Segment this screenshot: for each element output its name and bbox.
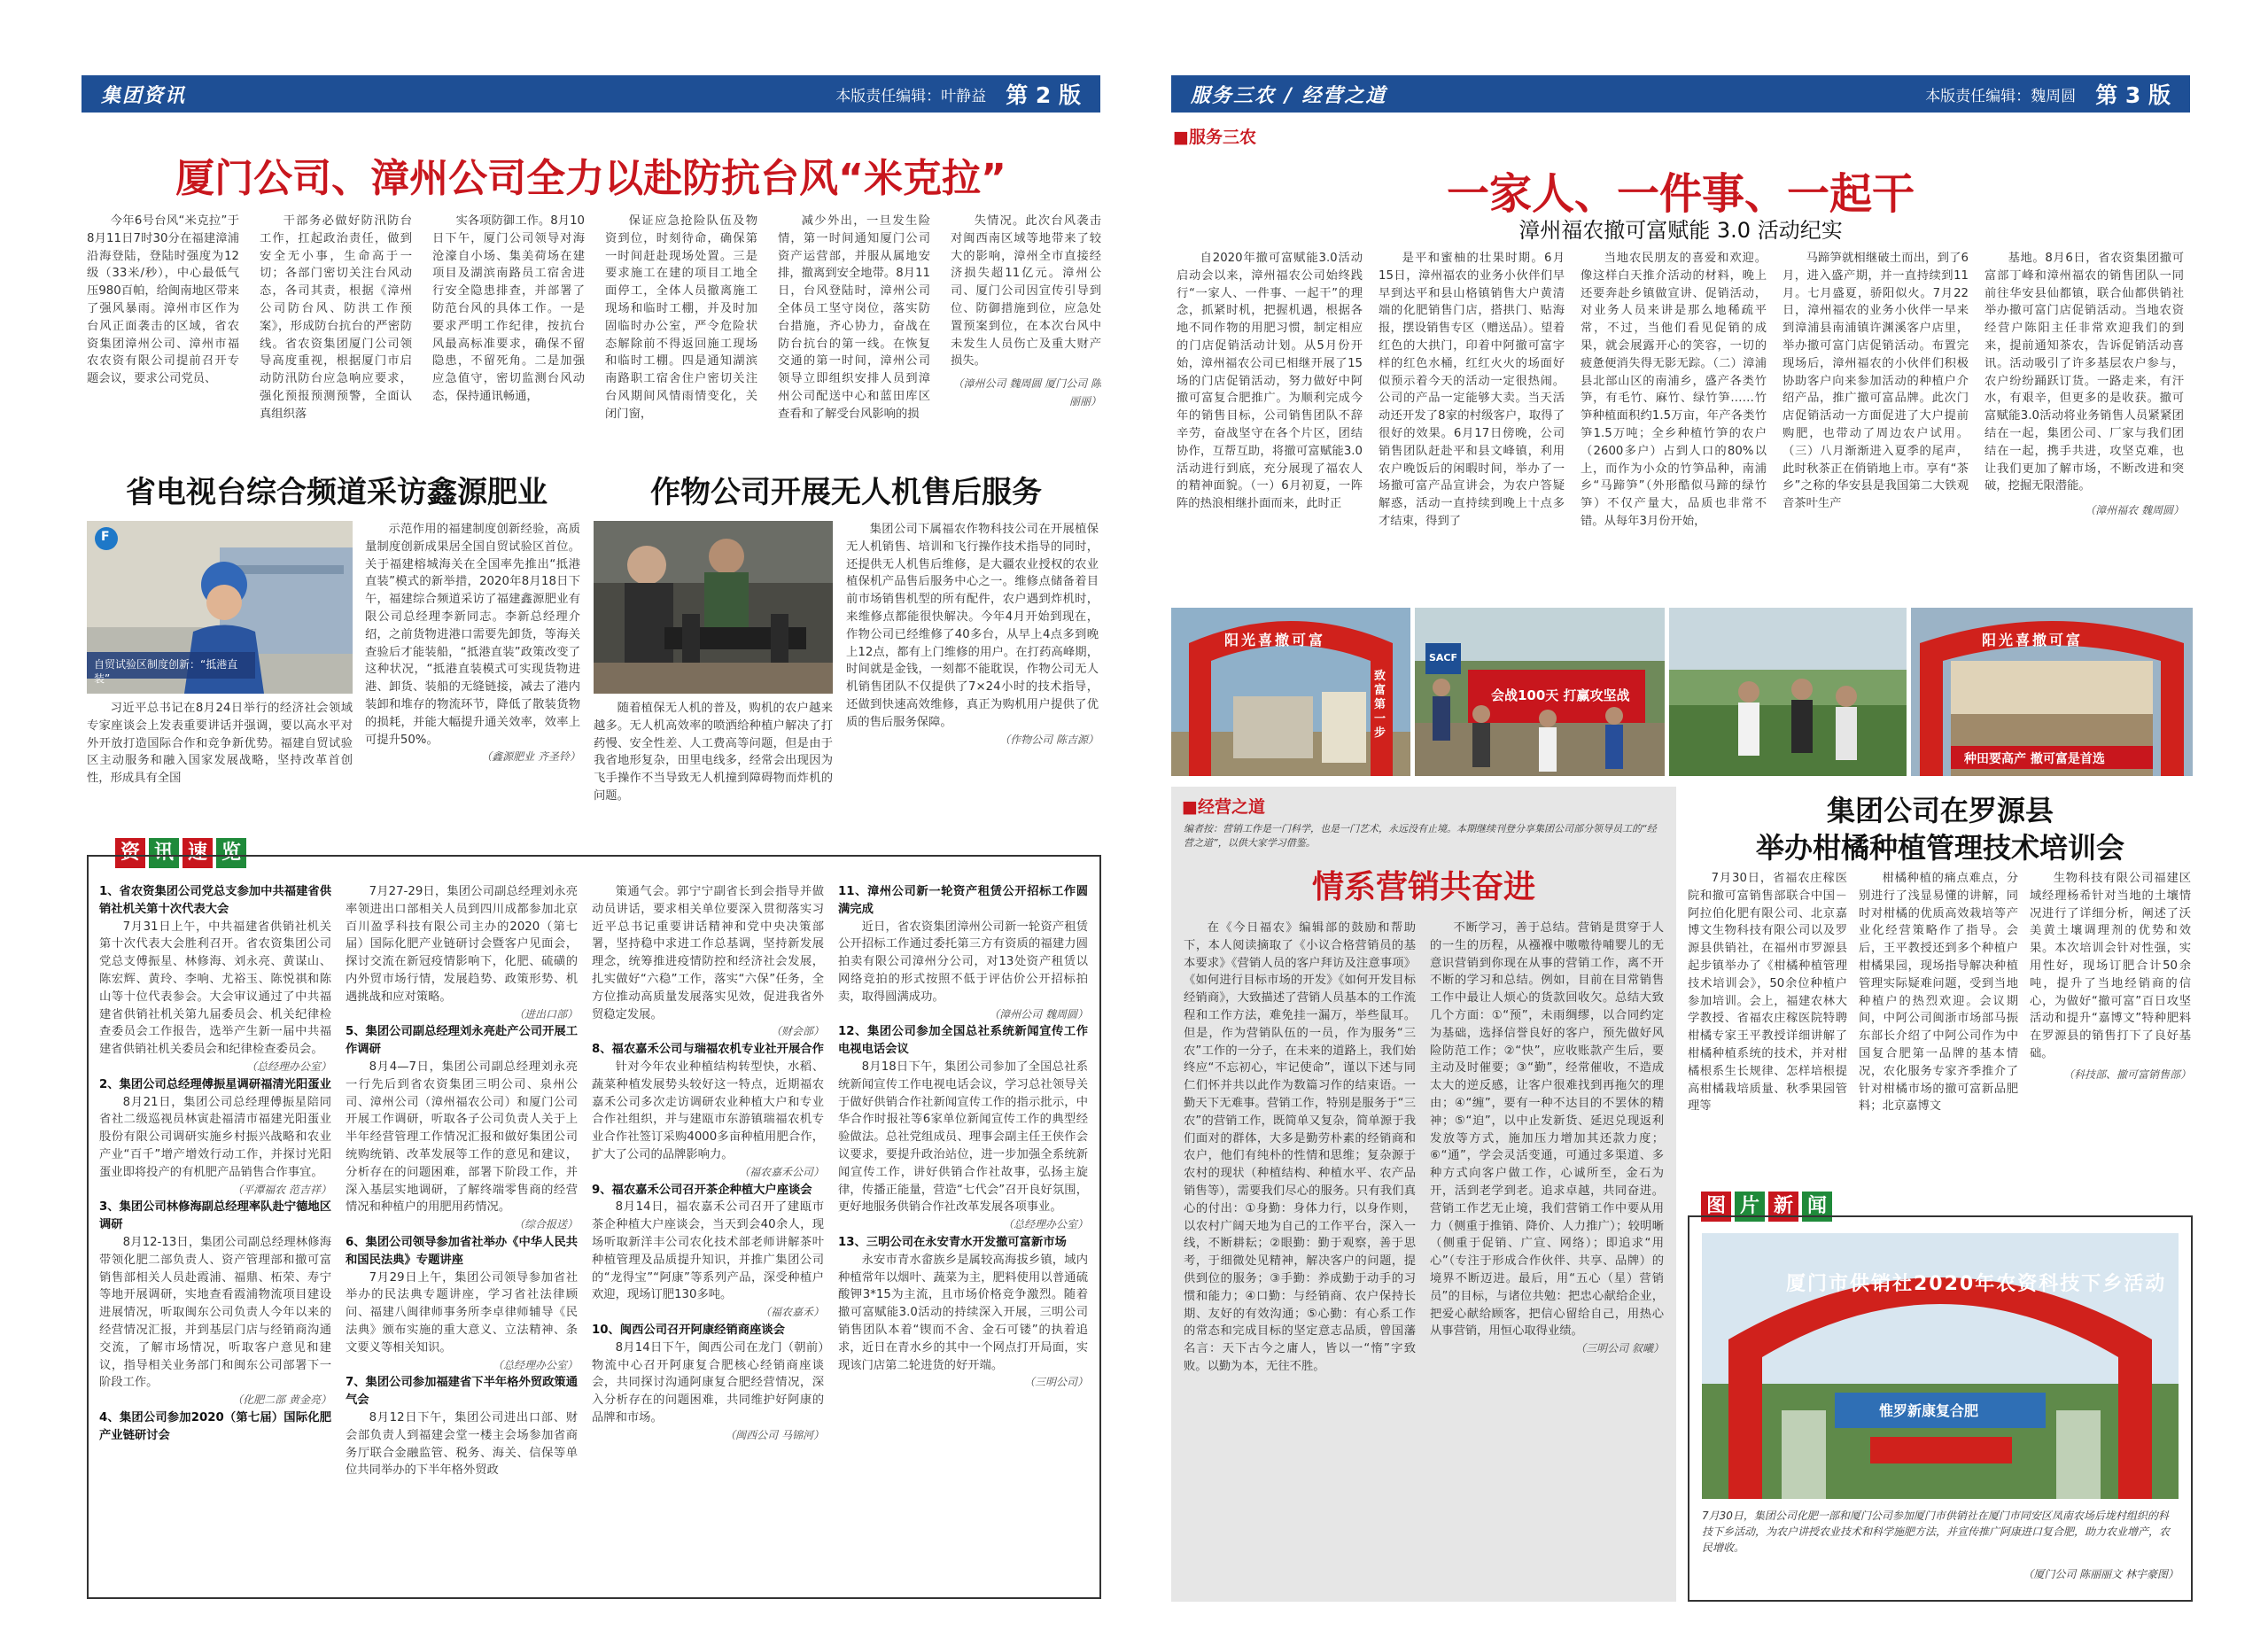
tv-col-b-text: 示范作用的福建制度创新经验，高质量制度创新成果居全国自贸试验区首位。关于福建榕城海关在全国率先推出“抵港直装”模式的新举措，2020年8月18日下午，福建综合频道采访了福建鑫源肥业有限公司总经理李新同志。李新总经理介绍，之前货物进港口需要先卸货，等海关查验后才能装船，“抵港直装”政策改变了这种状况，“抵港直装模式可实现货物进港、卸货、装船的无缝链接，减去了港内装卸和堆存的物流环节，降低了散装货物的损耗，并能大幅提升通关效率，效率上可提升50%。 <box>365 523 580 747</box>
zixun-item-title: 7、集团公司参加福建省下半年格外贸政策通气会 <box>346 1376 578 1408</box>
tupian-char-4: 闻 <box>1802 1192 1832 1222</box>
zixun-item-sig: （化肥二部 黄金亮） <box>232 1393 331 1407</box>
promo-photo-1-side: 致富第一步 <box>1374 670 1386 740</box>
main-col-4-text: 马蹄笋就相继破土而出，到了6月，进入盛产期，并一直持续到11月。七月盛夏，骄阳似火。7月22日，漳州福农的业务小伙伴一早来到漳浦县南浦镇许渊溪客户店里，举办撤可富门店促销活动。布置完现场后，漳州福农的小伙伴们积极协助客户向来参加活动的种植户介绍产品，推广撤可富品牌。此次门店促销活动一方面促进了大户提前购肥，也带动了周边农户试用。（三）八月渐渐进入夏季的尾声，此时秋茶正在俏销地上市。享有“茶乡”之称的华安县是我国第二大铁观音茶叶生产 <box>1783 252 1969 511</box>
jingying-tag-text: 经营之道 <box>1197 797 1265 817</box>
zixun-item-title: 8、福农嘉禾公司与瑞福农机专业社开展合作 <box>592 1043 824 1057</box>
zixun-item-text: 近日，省农资集团漳州公司新一轮资产租赁公开招标工作通过委托第三方有资质的福建力圆拍卖有限公司漳州分公司，对13处资产租赁以网络竞拍的形式按照不低于评估价公开招标拍卖，取得圆满成功。 <box>838 920 1088 1004</box>
zixun-item-title: 6、集团公司领导参加省社举办《中华人民共和国民法典》专题讲座 <box>346 1235 578 1267</box>
tupian-char-3: 新 <box>1768 1192 1798 1222</box>
tupian-char-2: 片 <box>1735 1192 1765 1222</box>
luoyuan-headline-1: 集团公司在罗源县 <box>1826 794 2054 827</box>
main-col-2 <box>1379 250 1565 604</box>
lead-col-5-text: 减少外出，一旦发生险情，第一时间通知厦门公司资产运营部，并服从属地安排，撤离到安全地带。8月11日，台风登陆时，漳州公司全体员工坚守岗位，落实防台措施，齐心协力，奋战在防台抗台的第一线。在恢复交通的第一时间，漳州公司领导立即组织安排人员到漳州公司配送中心和蓝田库区查看和了解受台风影响的损 <box>778 214 930 421</box>
zixun-item-sig: （平潭福农 范吉祥） <box>232 1183 331 1196</box>
zixun-item-text: 7月27-29日，集团公司副总经理刘永亮率领进出口部相关人员到四川成都参加北京百川盈孚科技有限公司主办的2020（第七届）国际化肥产业链研讨会暨客户见面会，探讨交流在新冠疫情影响下，化肥、硫磺的内外贸市场行情，发展趋势、政策形势、机遇挑战和应对策略。 <box>346 885 578 1004</box>
left-header-bar <box>82 75 1100 113</box>
promo-photo-2 <box>1415 608 1665 776</box>
left-editor: 本版责任编辑：叶静益 <box>835 87 987 105</box>
main-headline: 一家人、一件事、一起干 <box>1446 169 1915 219</box>
uav-headline: 作物公司开展无人机售后服务 <box>650 475 1042 510</box>
main-subheadline: 漳州福农撤可富赋能 3.0 活动纪实 <box>1518 218 1843 243</box>
main-col-1-text: 自2020年撤可富赋能3.0活动启动会以来，漳州福农公司始终践行“一家人、一件事、一起干”的理念，抓紧时机，把握机遇，根据各地不同作物的用肥习惯，制定相应的门店促销活动计划。从5月份开始，漳州福农公司已相继开展了15场的门店促销活动，努力做好中阿撤可富复合肥推广。为顺利完成今年的销售目标，公司销售团队不辞辛劳，奋战坚守在各个片区，团结协作，互帮互助，将撤可富赋能3.0活动进行到底，充分展现了福农人的精神面貌。（一）6月初夏，一阵阵的热浪相继扑面而来，此时正 <box>1177 252 1363 511</box>
zixun-item-text: 8月14日下午，闽西公司在龙门（朝前）物流中心召开阿康复合肥核心经销商座谈会，共同探讨沟通阿康复合肥经营情况，深入分析存在的问题困难，共同维护好阿康的品牌和市场。 <box>592 1340 824 1425</box>
luoyuan-col-2-text: 柑橘种植的痛点难点，分别进行了浅显易懂的讲解，同时对柑橘的优质高效栽培等产业化经营策略作了指导。会后，王平教授还到多个种植户柑橘果园，现场指导解决种植管理实际疑难问题，受到当地种植户的热烈欢迎。会议期间，中阿公司闽浙市场部马振东部长介绍了中阿公司作为中国复合肥第一品牌的基本情况，农化服务专家齐季推介了针对柑橘市场的撤可富新品肥料；北京嘉博文 <box>1859 872 2018 1114</box>
promo-photo-1 <box>1171 608 1410 776</box>
lead-col-6-text: 失情况。此次台风袭击对闽西南区域等地带来了较大的影响，漳州全市直接经济损失超11亿元。漳州公司、厦门公司因宣传引导到位、防御措施到位，应急处置预案到位，在本次台风中未发生人员伤亡及重大财产损失。 <box>951 214 1101 369</box>
zixun-item-sig: （总经理办公室） <box>1002 1218 1088 1231</box>
news-signature: （厦门公司 陈丽丽文 林宇豪图） <box>2023 1568 2179 1580</box>
main-col-5 <box>1984 250 2184 604</box>
zixun-item-title: 11、漳州公司新一轮资产租赁公开招标工作圆满完成 <box>838 885 1088 916</box>
uav-col-a <box>594 700 833 813</box>
zixun-char-2: 讯 <box>149 838 179 868</box>
jingying-col-1 <box>1184 920 1416 1593</box>
luoyuan-col-3-text: 生物科技有限公司福建区域经理杨希针对当地的土壤情况进行了详细分析，阐述了沃美黄土壤调理剂的优势和效果。本次培训会针对性强，实用性好，现场订肥合计50余吨，提升了当地经销商的信心，为做好“撤可富”百日攻坚活动和提升“嘉博文”特种肥料在罗源县的销售打下了良好基础。 <box>2030 872 2191 1060</box>
jingying-col-1-text: 在《今日福农》编辑部的鼓励和帮助下，本人阅读摘取了《小议合格营销员的基本要求》《营销人员的客户拜访及注意事项》《如何进行目标市场的开发》《如何开发目标经销商》，大致描述了营销人员基本的工作流程和工作方法，难免挂一漏万，举些鼠耳。但是，作为营销队伍的一员，作为服务“三农”工作的一分子，在未来的道路上，我们始终应“不忘初心，牢记使命”，谨以下述与同仁们怀并共以此作为数篇习作的结束语。一勤天下无难事。营销工作，特别是服务于“三农”的营销工作，既简单又复杂，简单源于我们面对的群体，大多是勤劳朴素的经销商和农户，他们有纯朴的性情和思维；复杂源于农村的现状（种植结构、种植水平、农产品销售等），需要我们尽心的服务。只有我们真心的付出：①身勤：身体力行，以身作则，以农村广阔天地为自己的工作平台，深入一线，不断耕耘；②眼勤：勤于观察，善于思考，于细微处见精神，解决客户的问题，提供到位的服务；③手勤：养成勤于动手的习惯和能力；④口勤：与经销商、农户保持长期、友好的有效沟通；⑤心勤：有心系工作的常态和完成目标的坚定意志品质，曾国藩名言：天下古今之庸人，皆以一“惰”字致败。以勤为本，无往不胜。 <box>1184 921 1416 1373</box>
zixun-char-4: 览 <box>216 838 246 868</box>
uav-col-a-text: 随着植保无人机的普及，购机的农户越来越多。无人机高效率的喷洒给种植户解决了打药慢、安全性差、人工费高等问题，但是由于我省地形复杂，田里电线多，经常会出现因为飞手操作不当导致无人机撞到障碍物而炸机的问题。 <box>594 702 833 803</box>
promo-photo-4 <box>1911 608 2193 776</box>
tv-signature: （鑫源肥业 齐圣铃） <box>481 750 580 764</box>
fwsn-tag-text: 服务三农 <box>1188 128 1256 147</box>
left-page-number: 第 2 版 <box>1006 82 1081 108</box>
lead-col-1 <box>87 213 239 487</box>
tupian-box <box>1688 1215 2193 1602</box>
zixun-item-text: 针对今年农业种植结构转型快，水稻、蔬菜种植发展势头较好这一特点，近期福农嘉禾公司多次走访调研农业种植大户和专业合作社组织，并与建瓯市东游镇瑞福农机专业合作社签订采购4000多亩种植用肥合作，扩大了公司的品牌影响力。 <box>592 1060 824 1161</box>
right-section-name: 服务三农 / 经营之道 <box>1191 83 1387 107</box>
jingying-tag: ■经营之道 <box>1182 797 1265 817</box>
zixun-item-text: 7月31日上午，中共福建省供销社机关第十次代表大会胜利召开。省农资集团公司党总支傅振星、林修海、刘永亮、黄谋山、陈宏辉、黄玲、李响、尤裕玉、陈悦祺和陈山等十位代表参会。大会审议通过了中共福建省供销社机关第九届委员会、机关纪律检查委员会工作报告，选举产生新一届中共福建省供销社机关委员会和纪律检查委员会。 <box>99 920 331 1057</box>
zixun-item-text: 8月4—7日，集团公司副总经理刘永亮一行先后到省农资集团三明公司、泉州公司、漳州公司（漳州福农公司）和厦门公司开展工作调研，听取各子公司负责人关于上半年经营管理工作情况汇报和做好集团公司统购统销、改革发展等工作的意见和建议，分析存在的问题困难，部署下阶段工作，并深入基层实地调研，了解终端零售商的经营情况和种植户的用肥用药情况。 <box>346 1060 578 1215</box>
main-col-4 <box>1783 250 1969 604</box>
zixun-item-title: 9、福农嘉禾公司召开茶企种植大户座谈会 <box>592 1183 812 1197</box>
luoyuan-col-2 <box>1859 870 2018 1176</box>
main-col-2-text: 是平和蜜柚的壮果时期。6月15日，漳州福农的业务小伙伴们早早到达平和县山格镇销售大户黄清端的化肥销售门店，搭拱门、贴海报，摆设销售专区（赠送品）。望着红色的大拱门，印着中阿撤可富字样的红色水桶，红红火火的场面好似预示着今天的活动一定很热闹。公司的产品一定能够大卖。当天活动还开发了8家的村级客户，取得了很好的效果。6月17日傍晚，公司销售团队赶赴平和县文峰镇，利用农户晚饭后的闲暇时间，举办了一场撤可富产品宣讲会，为农户答疑解惑，活动一直持续到晚上十点多才结束，得到了 <box>1379 252 1565 528</box>
zixun-item-text: 8月21日，集团公司总经理傅振星陪同省社二级巡视员林寅赴福清市福建光阳蛋业股份有限公司调研实施乡村振兴战略和农业产业“百千”增产增效行动工作，并探讨光阳蛋业即将投产的有机肥产品销售合作事宜。 <box>99 1095 331 1179</box>
main-col-5-text: 基地。8月6日，省农资集团撤可富部丁峰和漳州福农的销售团队一同前往华安县仙都镇，联合仙都供销社举办撤可富门店促销活动。当地农资经营户陈阳主任非常欢迎我们的到来，提前通知茶农，告诉促销活动喜讯。活动吸引了许多基层农户参与，农户纷纷踊跃订货。一路走来，有汗水，有艰辛，但更多的是收获。撤可富赋能3.0活动将业务销售人员紧紧团结在一起，集团公司、厂家与我们团结在一起，携手共进，攻坚克难，也让我们更加了解市场，不断改进和突破，挖掘无限潜能。 <box>1984 252 2184 493</box>
lead-col-6 <box>951 213 1101 487</box>
promo-photo-3 <box>1669 608 1907 776</box>
zixun-item-sig: （财会部） <box>770 1025 824 1038</box>
uav-col-b-text: 集团公司下属福农作物科技公司在开展植保无人机销售、培训和飞行操作技术指导的同时，还提供无人机售后维修，是大疆农业授权的农业植保机产品售后服务中心之一。维修点储备着目前市场销售机型的所有配件，农户遇到炸机时，来维修点都能很快解决。今年4月开始到现在，作物公司已经维修了40多台，从早上4点多到晚上12点，都有上门维修的用户。在打药高峰期，时间就是金钱，一刻都不能耽误，作物公司无人机销售团队不仅提供了7×24小时的技术指导，还做到快速高效维修，真正为购机用户提供了优质的售后服务保障。 <box>846 523 1099 729</box>
zixun-item-sig: （漳州公司 魏周圆） <box>989 1007 1088 1021</box>
right-page-number: 第 3 版 <box>2095 82 2171 108</box>
news-event-photo <box>1702 1233 2179 1499</box>
zixun-item-sig: （三明公司） <box>1023 1376 1088 1389</box>
uav-repair-photo <box>594 521 833 694</box>
right-editor: 本版责任编辑：魏周圆 <box>1925 87 2077 105</box>
tv-channel-logo: F <box>101 530 110 544</box>
zixun-item-title: 12、集团公司参加全国总社系统新闻宣传工作电视电话会议 <box>838 1025 1088 1057</box>
zixun-item-text: 7月29日上午，集团公司领导参加省社举办的民法典专题讲座，学习省社法律顾问、福建八闽律师事务所李卓律师辅导《民法典》颁布实施的重大意义、立法精神、条文要义等相关知识。 <box>346 1270 578 1355</box>
main-col-1 <box>1177 250 1363 604</box>
zixun-item-sig: （进出口部） <box>513 1007 578 1021</box>
lead-signature: （漳州公司 魏周圆 厦门公司 陈丽丽） <box>952 377 1101 408</box>
zixun-item-title: 1、省农资集团公司党总支参加中共福建省供销社机关第十次代表大会 <box>99 885 331 916</box>
zixun-col-1 <box>99 883 331 1592</box>
lead-col-4-text: 保证应急抢险队伍及物资到位，时刻待命，确保第一时间赶赴现场处置。三是要求施工在建的项目工地全面停工，全体人员撤离施工现场和临时工棚，并及时加固临时办公室，严令危险状态解除前不得返回施工现场和临时工棚。四是通知湖滨南路职工宿舍住户密切关注台风期间风情雨情变化，关闭门窗， <box>605 214 757 421</box>
lead-headline: 厦门公司、漳州公司全力以赴防抗台风“米克拉” <box>175 156 1006 201</box>
zixun-item-text: 8月12-13日，集团公司副总经理林修海带领化肥二部负责人、资产管理部和撤可富销售部相关人员赴霞浦、福鼎、柘荣、寿宁等地开展调研，实地查看霞浦物流项目建设进展情况，听取闽东公司负责人今年以来的经营情况汇报，并到基层门店与经销商沟通交流，了解市场情况，听取客户意见和建议，指导相关业务部门和闽东公司部署下一阶段工作。 <box>99 1235 331 1390</box>
promo-photo-4-bottom: 种田要高产 撤可富是首选 <box>1964 752 2105 766</box>
zixun-item-title: 3、集团公司林修海副总经理率队赴宁德地区调研 <box>99 1200 331 1232</box>
jingying-editor-note: 编者按：营销工作是一门科学，也是一门艺术，永远没有止境。本期继续刊登分享集团公司部分领导员工的“经营之道”，以供大家学习借鉴。 <box>1184 823 1657 849</box>
news-photo-banner: 厦门市供销社2020年农资科技下乡活动 <box>1786 1273 2167 1295</box>
zixun-item-text: 永安市青水畲族乡是属较高海拔乡镇，域内种植常年以烟叶、蔬菜为主，肥料使用以普通硫酸钾3*15为主流，且市场价格竞争激烈。随着撤可富赋能3.0活动的持续深入开展，三明公司销售团队本着“锲而不舍、金石可镂”的执着追求，近日在青水乡的其中一个网点打开局面，实现该门店第二轮进货的好开端。 <box>838 1253 1088 1372</box>
zixun-item-title: 2、集团公司总经理傅振星调研福清光阳蛋业 <box>99 1077 331 1091</box>
luoyuan-headline-2: 举办柑橘种植管理技术培训会 <box>1755 831 2124 865</box>
zixun-item-sig: （福农嘉禾） <box>759 1306 824 1319</box>
jingying-panel <box>1171 787 1676 1602</box>
uav-col-b <box>846 521 1099 813</box>
main-col-3-text: 当地农民朋友的喜爱和欢迎。像这样白天推介活动的材料，晚上还要奔赴乡镇做宣讲、促销活动，对业务人员来讲是那么地稀疏平常，不过，当他们看见促销的成果，就会展露开心的笑容，一切的疲惫便消失得无影无踪。（二）漳浦县北部山区的南浦乡，盛产各类竹笋，有毛竹、麻竹、绿竹笋……竹笋种植面积约1.5万亩，年产各类竹笋1.5万吨；全乡种植竹笋的农户（2600多户）占到人口的80%以上，而作为小众的竹笋品种，南浦乡“马蹄笋”（外形酷似马蹄的绿竹笋）不仅产量大，品质也非常不错。从每年3月份开始， <box>1581 252 1767 528</box>
news-caption: 7月30日，集团公司化肥一部和厦门公司参加厦门市供销社在厦门市同安区凤南农场后垅村组织的科技下乡活动，为农户讲授农业技术和科学施肥方法，并宣传推广阿康进口复合肥，助力农业增产，农民增收。 <box>1702 1510 2171 1554</box>
luoyuan-col-1 <box>1688 870 1847 1176</box>
zixun-item-text: 8月14日，福农嘉禾公司召开了建瓯市茶企种植大户座谈会，当天到会40余人，现场听取新洋丰公司农化技术部老师讲解茶叶种植管理及品质提升知识，并推广集团公司的“龙得宝”“阿康”等系列产品，深受种植户欢迎，现场订肥130多吨。 <box>592 1200 824 1302</box>
zixun-item-sig: （总经理办公室） <box>492 1358 578 1371</box>
zixun-col-3 <box>592 883 824 1592</box>
zixun-item-title: 4、集团公司参加2020（第七届）国际化肥产业链研讨会 <box>99 1410 331 1442</box>
main-signature: （漳州福农 魏周圆） <box>2085 504 2184 517</box>
zixun-item-sig: （福农嘉禾公司） <box>738 1165 824 1178</box>
zixun-item-text: 8月12日下午，集团公司进出口部、财会部负责人到福建会堂一楼主会场参加省商务厅联合金融监管、税务、海关、信保等单位共同举办的下半年格外贸政 <box>346 1410 578 1478</box>
lead-col-3-text: 实各项防御工作。8月10日下午，厦门公司领导对海沧濠自小场、集美荷场在建项目及湖滨南路员工宿舍进行安全隐患排查，并部署了防范台风的具体工作。一是要求严明工作纪律，按抗台风最高标准要求，确保不留隐患，不留死角。二是加强应急值守，密切监测台风动态，保持通讯畅通， <box>432 214 585 403</box>
promo-photo-1-arch: 阳光喜撤可富 <box>1224 632 1326 648</box>
luoyuan-signature: （科技部、撤可富销售部） <box>2062 1067 2191 1081</box>
zixun-col-2 <box>346 883 578 1592</box>
tv-col-a-text: 习近平总书记在8月24日举行的经济社会领域专家座谈会上发表重要讲话并强调，要以高水平对外开放打造国际合作和竞争新优势。福建自贸试验区主动服务和融入国家发展战略，坚持改革首创性，形成具有全国 <box>87 702 353 786</box>
tupian-char-1: 图 <box>1701 1192 1731 1222</box>
zixun-item-title: 13、三明公司在永安青水开发撤可富新市场 <box>838 1235 1067 1249</box>
jingying-headline: 情系营销共奋进 <box>1311 869 1535 905</box>
tv-interview-photo <box>87 521 353 694</box>
fwsn-tag: ■服务三农 <box>1173 128 1256 147</box>
zixun-item-sig: （闽西公司 马锦河） <box>725 1428 824 1441</box>
promo-photo-2-banner: 会战100天 打赢攻坚战 <box>1491 687 1630 703</box>
lead-col-5 <box>778 213 930 487</box>
promo-photo-2-logo: SACF <box>1429 652 1458 664</box>
tv-headline: 省电视台综合频道采访鑫源肥业 <box>126 475 548 510</box>
luoyuan-col-1-text: 7月30日，省福农庄稼医院和撤可富销售部联合中国－阿拉伯化肥有限公司、北京嘉博文生物科技有限公司以及罗源县供销社，在福州市罗源县起步镇举办了《柑橘种植管理技术培训会》，50余位种植户参加培训。会上，福建农林大学教授、省福农庄稼医院特聘柑橘专家王平教授详细讲解了柑橘种植系统的技术，并对柑橘根系生长规律、怎样培根提高柑橘栽培质量、秋季果园管理等 <box>1688 872 1847 1114</box>
uav-signature: （作物公司 陈吉源） <box>999 733 1099 746</box>
lead-col-3 <box>432 213 585 487</box>
jingying-col-2-text: 不断学习，善于总结。营销是贯穿于人的一生的历程，从襁褓中嗷嗷待哺婴儿的无意识营销到你现在从事的营销工作，离不开不断的学习和总结。例如，目前在目常销售工作中最让人烦心的货款回收欠。总结大致几个方面：①“预”，未雨绸缪，以合同约定为基础，选择信誉良好的客户，预先做好风险防范工作；②“快”，应收账款产生后，要主动及时催要；③“勤”，经常催收，不造成太大的逆反感，让客户很难找到再拖欠的理由；④“缠”，要有一种不达目的不罢休的精神；⑤“迫”，以中止发新货、延迟兑现返利发放等方式，施加压力增加其还款力度；⑥“通”，学会灵活变通，可通过多渠道、多种方式向客户做工作，心诚所至，金石为开，活到老学到老。追求卓越，共同奋进。营销工作艺无止境，我们营销工作中要从用力（侧重于推销、降价、人力推广）；较明晰（侧重于促销、广宣、网络）；即追求“用心”（专注于形成合作伙伴、共享、品牌）的境界不断迈进。最后，用“五心（星）营销员”的目标，与诸位共勉：把忠心献给企业，把爱心献给顾客，把信心留给自己，用热心从事营销，用恒心取得业绩。 <box>1430 921 1664 1339</box>
zixun-item-title: 5、集团公司副总经理刘永亮赴产公司开展工作调研 <box>346 1025 578 1057</box>
zixun-item-title: 10、闽西公司召开阿康经销商座谈会 <box>592 1323 785 1337</box>
jingying-col-2 <box>1430 920 1664 1593</box>
lead-col-4 <box>605 213 757 487</box>
main-col-3 <box>1581 250 1767 604</box>
lead-col-1-text: 今年6号台风“米克拉”于8月11日7时30分在福建漳浦沿海登陆，登陆时强度为12级（33米/秒），中心最低气压980百帕，给闽南地区带来了强风暴雨。漳州市区作为台风正面袭击的区域，省农资集团漳州公司、漳州市福农农资有限公司提前召开专题会议，要求公司党员、 <box>87 214 239 386</box>
tv-ticker: 自贸试验区制度创新：“抵港直装” <box>94 658 238 685</box>
left-section-name: 集团资讯 <box>101 83 187 107</box>
zixun-box <box>87 855 1101 1599</box>
luoyuan-col-3 <box>2030 870 2191 1176</box>
zixun-col-4 <box>838 883 1088 1592</box>
zixun-char-3: 速 <box>183 838 213 868</box>
lead-col-2 <box>260 213 412 487</box>
right-page <box>1134 0 2268 1638</box>
news-photo-sub-banner: 惟罗新康复合肥 <box>1879 1402 1979 1419</box>
right-header-bar <box>1171 75 2190 113</box>
zixun-item-text: 8月18日下午，集团公司参加了全国总社系统新闻宣传工作电视电话会议，学习总社领导关于做好供销合作社新闻宣传工作的指示批示，中华合作时报社等6家单位新闻宣传工作的典型经验做法。总社党组成员、理事会副主任王侠作会议要求，要提升政治站位，进一步加强全系统新闻宣传工作，讲好供销合作社故事，弘扬主旋律，传播正能量，营造“七代会”召开良好氛围，更好地服务供销合作社改革发展各项事业。 <box>838 1060 1088 1215</box>
tv-col-b <box>365 521 580 813</box>
zixun-item-sig: （总经理办公室） <box>245 1060 331 1073</box>
zixun-item-text: 策通气会。郭宁宁副省长到会指导并做动员讲话，要求相关单位要深入贯彻落实习近平总书记重要讲话精神和党中央决策部署，坚持稳中求进工作总基调，坚持新发展理念，统筹推进疫情防控和经济社会发展，扎实做好“六稳”工作，落实“六保”任务，全方位推动高质量发展落实见效，促进我省外贸稳定发展。 <box>592 885 824 1021</box>
lead-col-2-text: 干部务必做好防汛防台工作，扛起政治责任，做到安全无小事，生命高于一切；各部门密切关注台风动态，各司其责，根据《漳州公司防台风、防洪工作预案》，形成防台抗台的严密防线。省农资集团厦门公司领导高度重视，根据厦门市启动防汛防台应急响应要求，强化预报预测预警，全面认真组织落 <box>260 214 412 421</box>
jingying-signature: （三明公司 叙曦） <box>1575 1342 1664 1355</box>
zixun-item-sig: （综合报送） <box>513 1218 578 1231</box>
promo-photo-4-banner: 阳光喜撤可富 <box>1982 632 2084 648</box>
zixun-char-1: 资 <box>115 838 145 868</box>
tv-col-a <box>87 700 353 813</box>
